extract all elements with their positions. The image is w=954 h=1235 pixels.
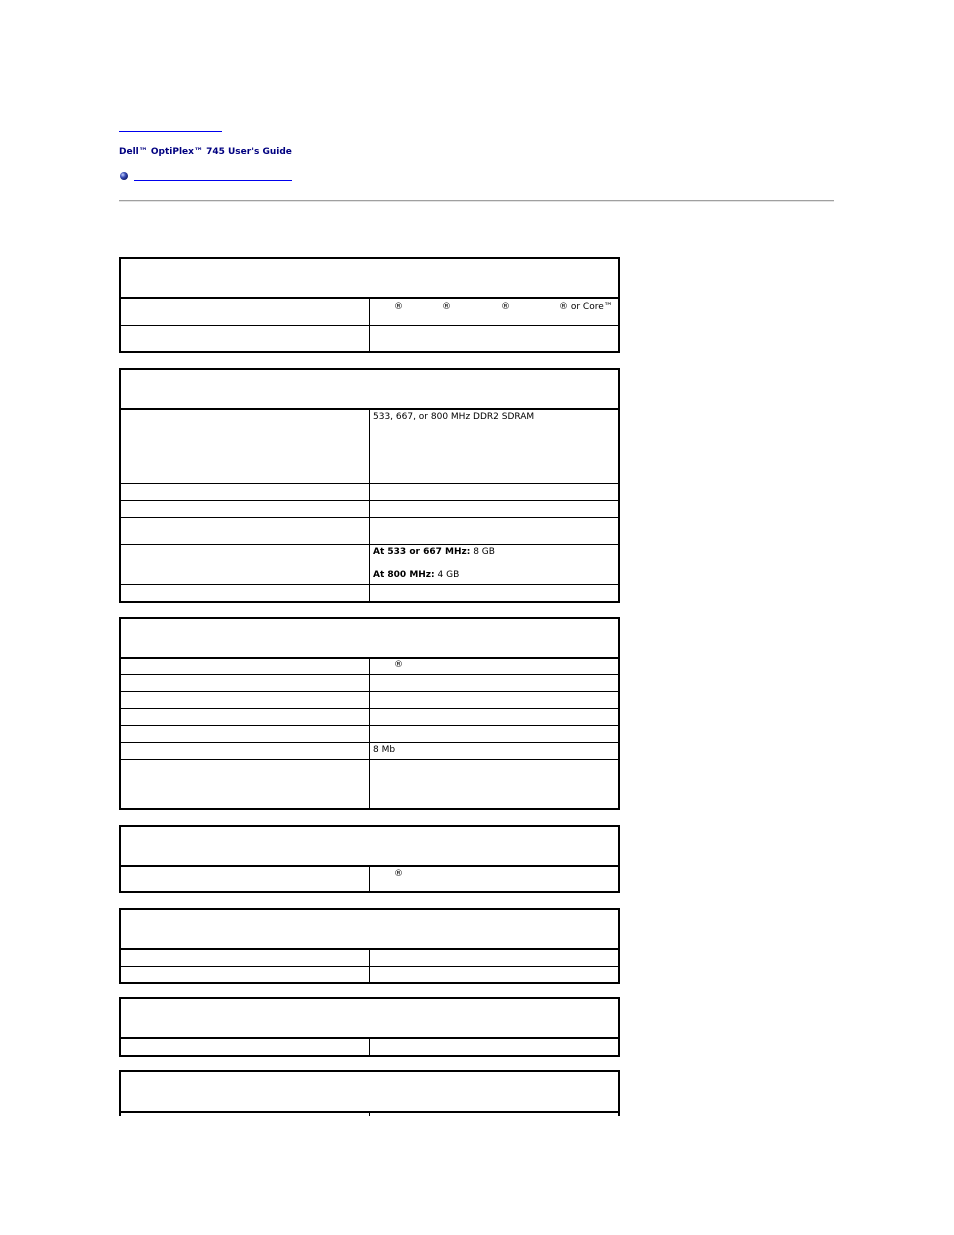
processor-type-label-cell	[121, 299, 370, 325]
memory-connectors-label-cell	[121, 484, 370, 500]
minimum-memory-label-cell	[121, 518, 370, 544]
registered-mark: ®	[394, 869, 403, 879]
processor-table-header	[121, 259, 618, 299]
registered-mark: ®	[501, 302, 510, 312]
controllers-table-header	[121, 999, 618, 1039]
table-row	[121, 743, 618, 760]
cache-value-cell	[370, 326, 618, 351]
audio-table-header	[121, 910, 618, 950]
back-to-contents-link[interactable]	[119, 121, 222, 132]
registered-mark: ®	[394, 660, 403, 670]
table-row	[121, 726, 618, 743]
address-bus-value-cell	[370, 692, 618, 708]
table-row	[121, 867, 618, 891]
maximum-memory-amount: 8 GB	[473, 547, 495, 557]
table-row	[121, 1039, 618, 1055]
memory-connectors-value-cell	[370, 484, 618, 500]
audio-type-label-cell	[121, 950, 370, 966]
expansion-bus-table	[119, 1070, 620, 1116]
computer-information-table	[119, 617, 620, 810]
interrupt-levels-label-cell	[121, 726, 370, 742]
data-bus-label-cell	[121, 675, 370, 691]
table-row	[121, 410, 618, 484]
audio-type-value-cell	[370, 950, 618, 966]
table-row	[121, 967, 618, 982]
memory-capacities-value-cell	[370, 501, 618, 517]
processor-table	[119, 257, 620, 353]
computer-information-table-header	[121, 619, 618, 659]
processor-type-value-cell	[370, 299, 618, 325]
table-row	[121, 484, 618, 501]
bios-address-label-cell	[121, 585, 370, 601]
expansion-bus-table-header	[121, 1072, 618, 1113]
bios-chip-value-cell	[370, 743, 618, 759]
memory-capacities-label-cell	[121, 501, 370, 517]
specifications-link[interactable]	[134, 170, 292, 181]
drives-label-cell	[121, 1039, 370, 1055]
memory-table	[119, 368, 620, 603]
table-row	[121, 950, 618, 967]
interrupt-levels-value-cell	[370, 726, 618, 742]
stereo-conversion-label-cell	[121, 967, 370, 982]
bios-chip-label-cell	[121, 743, 370, 759]
drives-value-cell	[370, 1039, 618, 1055]
registered-mark: ®	[442, 302, 451, 312]
table-row	[121, 501, 618, 518]
horizontal-divider	[119, 200, 834, 202]
table-row	[121, 659, 618, 675]
bios-chip-value: 8 Mb	[373, 745, 396, 755]
video-table	[119, 825, 620, 893]
memory-type-value: 533, 667, or 800 MHz DDR2 SDRAM	[373, 412, 535, 422]
cache-label-cell	[121, 326, 370, 351]
video-type-value-cell	[370, 867, 618, 891]
address-bus-label-cell	[121, 692, 370, 708]
table-row	[121, 760, 618, 808]
nic-value-cell	[370, 760, 618, 808]
stereo-conversion-value-cell	[370, 967, 618, 982]
dma-channels-label-cell	[121, 709, 370, 725]
memory-type-value-cell	[370, 410, 618, 483]
table-row	[121, 545, 618, 585]
bus-type-value-cell	[370, 1113, 618, 1116]
table-row	[121, 518, 618, 545]
maximum-memory-value-cell	[370, 545, 618, 584]
table-row	[121, 692, 618, 709]
audio-table	[119, 908, 620, 984]
maximum-memory-amount: 4 GB	[437, 570, 460, 580]
memory-type-label-cell	[121, 410, 370, 483]
maximum-memory-speed-label: At 533 or 667 MHz:	[373, 547, 471, 557]
guide-title: Dell™ OptiPlex™ 745 User's Guide	[119, 147, 292, 157]
maximum-memory-speed-label: At 800 MHz:	[373, 570, 435, 580]
video-type-label-cell	[121, 867, 370, 891]
bus-type-label-cell	[121, 1113, 370, 1116]
table-row	[121, 1113, 618, 1116]
maximum-memory-line	[373, 547, 615, 558]
chipset-value-cell	[370, 659, 618, 674]
maximum-memory-label-cell	[121, 545, 370, 584]
registered-mark-core: ® or Core™	[559, 302, 613, 312]
registered-mark: ®	[394, 302, 403, 312]
dma-channels-value-cell	[370, 709, 618, 725]
memory-table-header	[121, 370, 618, 410]
maximum-memory-line	[373, 570, 615, 581]
table-row	[121, 675, 618, 692]
data-bus-value-cell	[370, 675, 618, 691]
table-row	[121, 709, 618, 726]
chipset-label-cell	[121, 659, 370, 674]
bios-address-value-cell	[370, 585, 618, 601]
controllers-table	[119, 997, 620, 1057]
table-row	[121, 585, 618, 601]
table-row	[121, 326, 618, 351]
bullet-icon	[120, 172, 128, 180]
minimum-memory-value-cell	[370, 518, 618, 544]
video-table-header	[121, 827, 618, 867]
nic-label-cell	[121, 760, 370, 808]
table-row	[121, 299, 618, 326]
